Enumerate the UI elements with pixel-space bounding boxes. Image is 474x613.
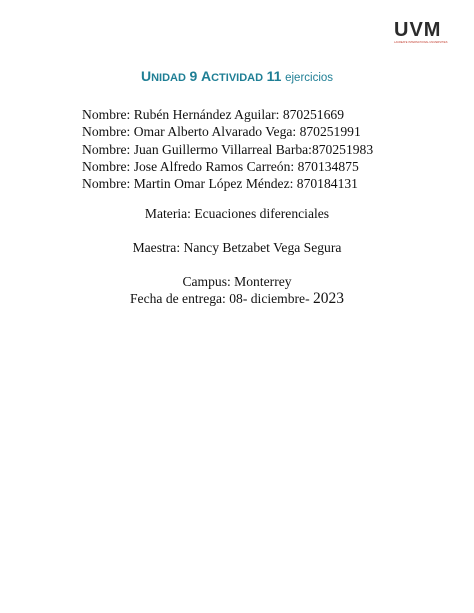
title-unidad-number: 9 bbox=[189, 68, 198, 84]
student-name: Nombre: Omar Alberto Alvarado Vega: 870251991 bbox=[82, 124, 361, 140]
student-name: Nombre: Juan Guillermo Villarreal Barba:870251983 bbox=[82, 141, 374, 157]
maestra-line: Maestra: Nancy Betzabet Vega Segura bbox=[132, 240, 342, 255]
campus-line: Campus: Monterrey bbox=[182, 274, 292, 289]
title-actividad-initial: A bbox=[200, 68, 212, 84]
uvm-logo bbox=[394, 20, 452, 46]
fecha-line bbox=[0, 290, 474, 308]
student-name: Nombre: Jose Alfredo Ramos Carreón: 870134875 bbox=[82, 158, 359, 174]
title-actividad-number: 11 bbox=[266, 68, 282, 84]
fecha-label: Fecha de entrega: 08- diciembre- bbox=[129, 291, 314, 306]
title-actividad-rest: CTIVIDAD bbox=[211, 72, 264, 84]
document-title bbox=[0, 68, 474, 84]
title-unidad-rest: NIDAD bbox=[151, 72, 186, 84]
logo-text: UVM bbox=[394, 19, 442, 41]
student-name: Nombre: Rubén Hernández Aguilar: 870251669 bbox=[82, 107, 344, 122]
logo-tagline: LAUREATE INTERNATIONAL UNIVERSITIES bbox=[394, 41, 448, 44]
title-unidad-initial: U bbox=[140, 68, 152, 84]
materia-line: Materia: Ecuaciones diferenciales bbox=[144, 206, 330, 221]
student-name: Nombre: Martin Omar López Méndez: 870184131 bbox=[82, 176, 358, 192]
student-names-list bbox=[82, 106, 373, 192]
title-suffix: ejercicios bbox=[285, 72, 334, 84]
fecha-year: 2023 bbox=[313, 290, 345, 307]
